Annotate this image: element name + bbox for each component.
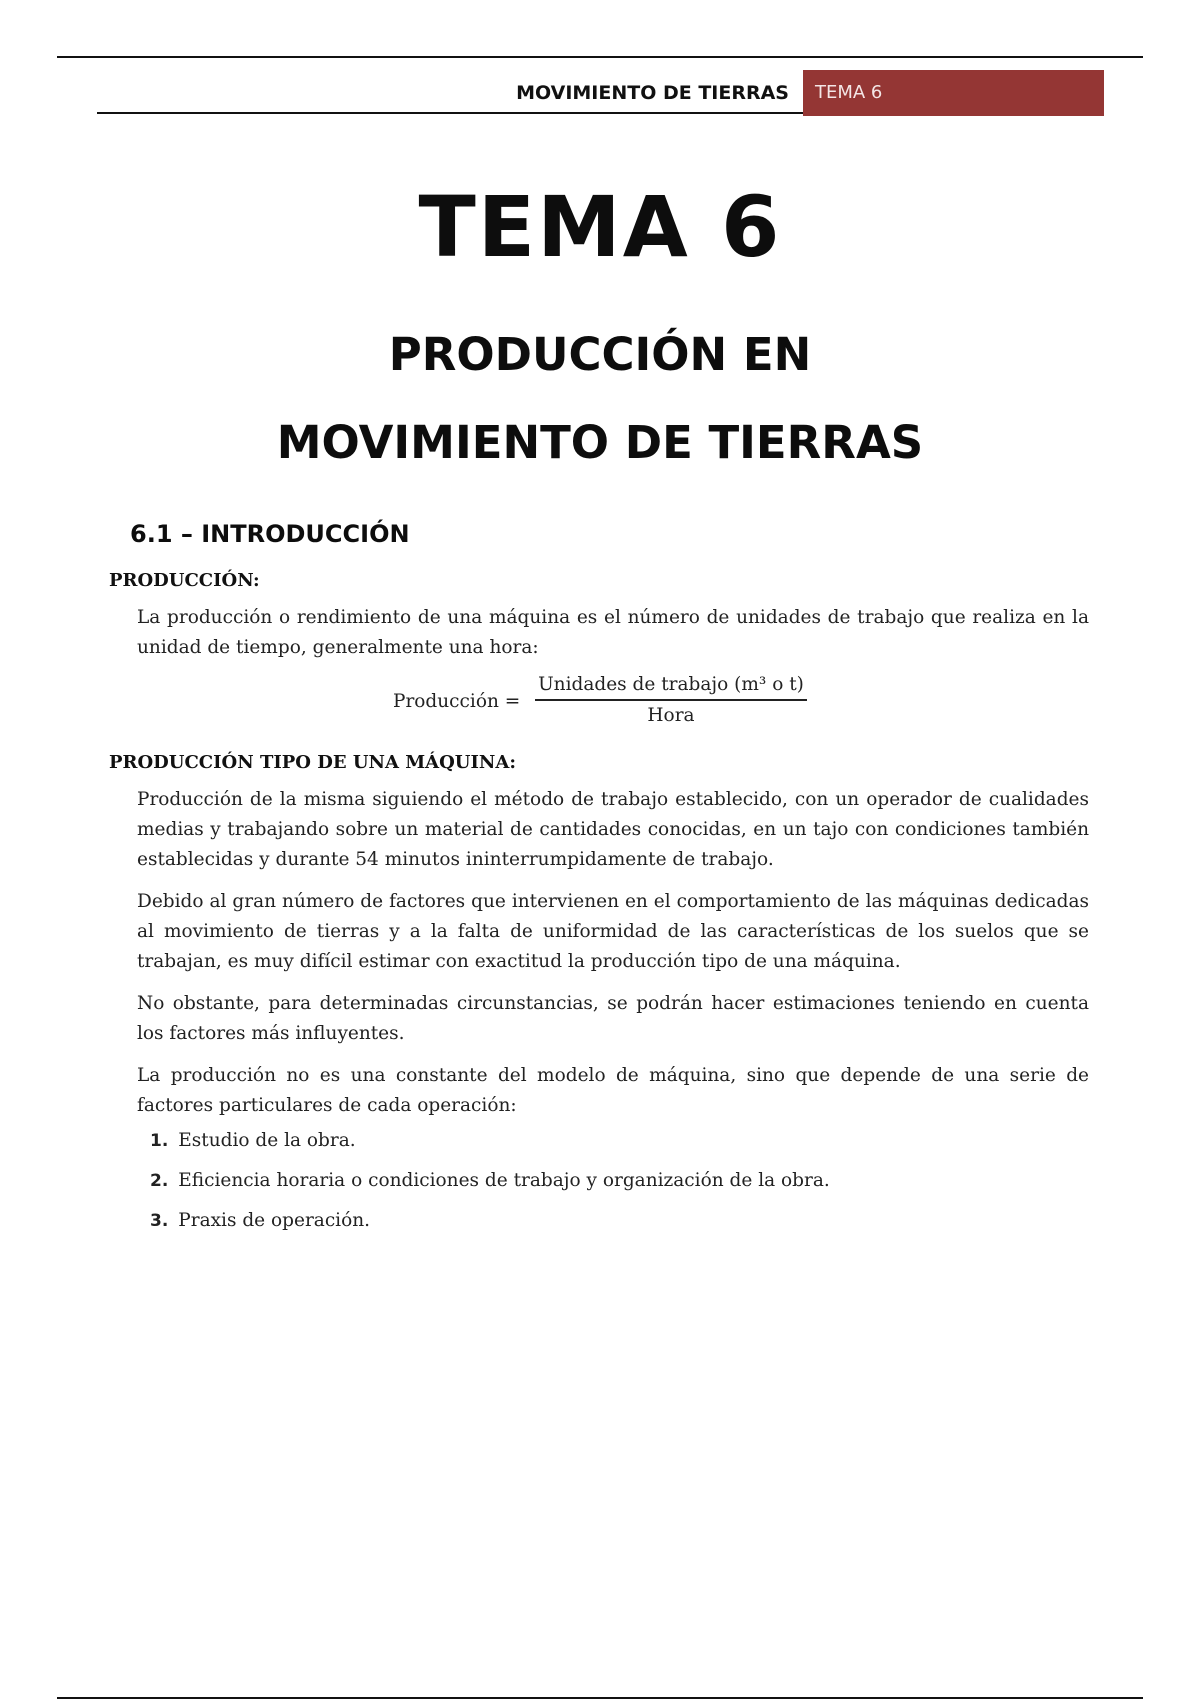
main-title: TEMA 6 bbox=[418, 178, 782, 276]
top-rule bbox=[57, 56, 1143, 58]
section-heading: 6.1 – INTRODUCCIÓN bbox=[130, 520, 410, 548]
list-item-text: Estudio de la obra. bbox=[178, 1130, 356, 1151]
paragraph-3: No obstante, para determinadas circunstancias, se podrán hacer estimaciones teniendo en cuenta los factores más influyentes. bbox=[137, 993, 1089, 1044]
paragraph-2: Debido al gran número de factores que intervienen en el comportamiento de las máquinas dedicadas al movimiento de tierras y a la falta de uniformidad de las características de los suelos que se trabajan, es muy difícil estimar con exactitud la producción tipo de una máquina. bbox=[137, 891, 1089, 972]
paragraph-4: La producción no es una constante del modelo de máquina, sino que depende de una serie de factores particulares de cada operación: bbox=[137, 1065, 1089, 1116]
subtitle-line-2: MOVIMIENTO DE TIERRAS bbox=[276, 416, 924, 469]
bottom-rule bbox=[57, 1697, 1143, 1699]
list-item-text: Eficiencia horaria o condiciones de trabajo y organización de la obra. bbox=[178, 1170, 830, 1191]
formula-lhs: Producción = bbox=[393, 691, 521, 712]
list-item-number: 2. bbox=[150, 1171, 169, 1191]
list-item-text: Praxis de operación. bbox=[178, 1210, 371, 1231]
paragraph-1: Producción de la misma siguiendo el método de trabajo establecido, con un operador de cualidades medias y trabajando sobre un material de cantidades conocidas, en un tajo con condiciones también establecidas y durante 54 minutos ininterrumpidamente de trabajo. bbox=[137, 789, 1089, 870]
list-item bbox=[150, 1210, 370, 1231]
header-title: MOVIMIENTO DE TIERRAS bbox=[97, 70, 803, 114]
page-header bbox=[97, 70, 1104, 116]
intro-paragraph: La producción o rendimiento de una máquina es el número de unidades de trabajo que realiza en la unidad de tiempo, generalmente una hora: bbox=[137, 607, 1089, 658]
formula-fraction bbox=[535, 674, 807, 726]
label-produccion: PRODUCCIÓN: bbox=[109, 570, 260, 591]
list-item-number: 1. bbox=[150, 1131, 169, 1151]
header-tag: TEMA 6 bbox=[803, 70, 1104, 116]
subtitle-line-1: PRODUCCIÓN EN bbox=[388, 328, 812, 381]
formula-numerator: Unidades de trabajo (m³ o t) bbox=[535, 674, 807, 701]
list-item bbox=[150, 1130, 356, 1151]
label-produccion-tipo: PRODUCCIÓN TIPO DE UNA MÁQUINA: bbox=[109, 752, 516, 773]
list-item-number: 3. bbox=[150, 1211, 169, 1231]
list-item bbox=[150, 1170, 830, 1191]
production-formula bbox=[390, 674, 810, 734]
formula-denominator: Hora bbox=[647, 705, 695, 726]
